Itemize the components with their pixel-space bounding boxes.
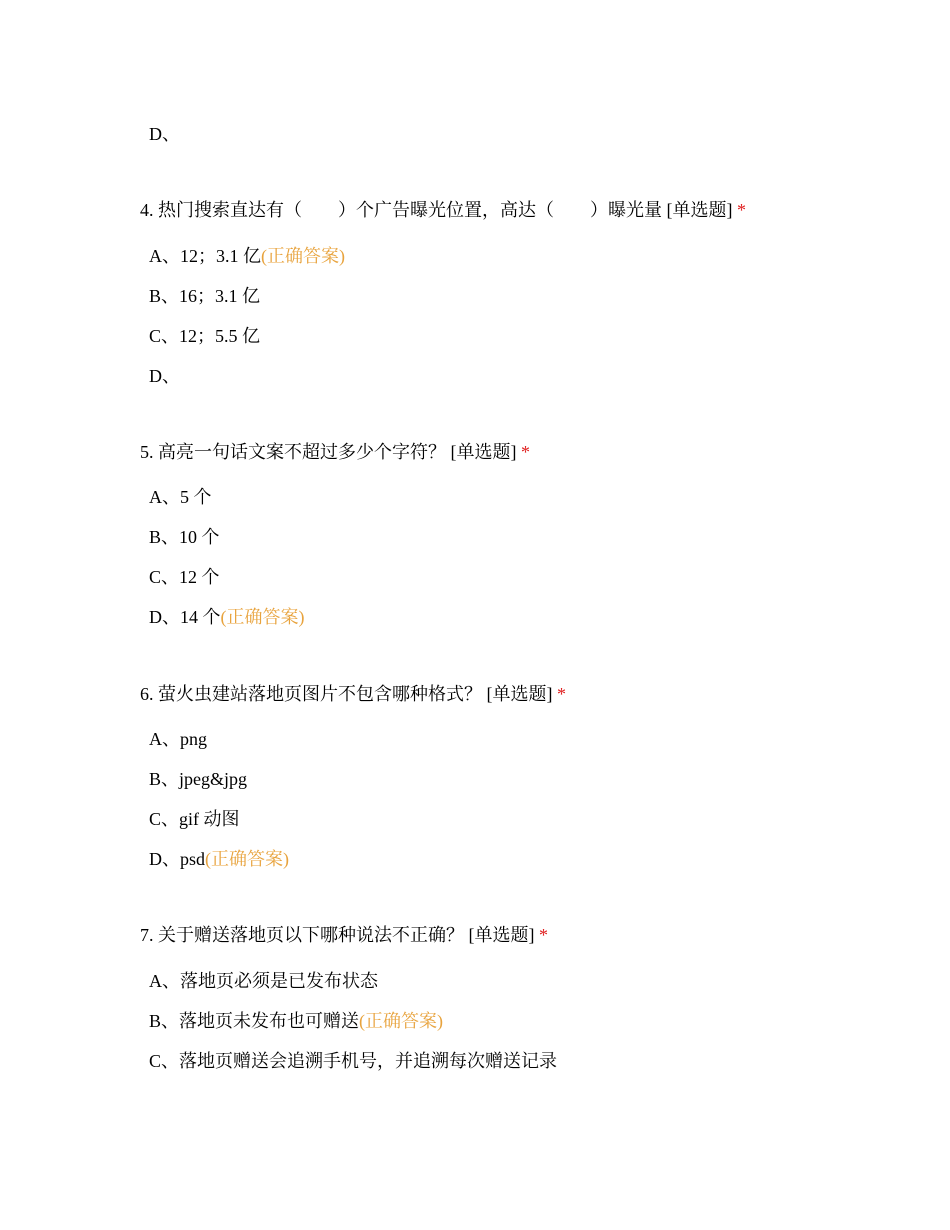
required-mark: * xyxy=(521,442,530,462)
question-text: 5. 高亮一句话文案不超过多少个字符？ [单选题] xyxy=(140,442,521,462)
option-letter: B、 xyxy=(149,527,180,547)
option-letter: C、 xyxy=(149,326,180,346)
option-text: 16；3.1 亿 xyxy=(179,286,261,306)
required-mark: * xyxy=(539,925,548,945)
correct-answer-tag: (正确答案) xyxy=(261,246,345,266)
option-letter: D、 xyxy=(149,849,180,869)
option-text: png xyxy=(180,729,207,749)
option-text: 5 个 xyxy=(180,487,212,507)
option-letter: A、 xyxy=(149,487,180,507)
q6-option-b xyxy=(149,768,247,790)
q4-option-d xyxy=(149,365,180,387)
option-letter: B、 xyxy=(149,286,180,306)
question-4-title xyxy=(140,199,746,221)
option-text: 10 个 xyxy=(179,527,220,547)
option-text: 落地页赠送会追溯手机号，并追溯每次赠送记录 xyxy=(179,1051,558,1071)
q6-option-c xyxy=(149,808,240,830)
option-letter: A、 xyxy=(149,729,180,749)
required-mark: * xyxy=(557,684,566,704)
correct-answer-tag: (正确答案) xyxy=(205,849,290,869)
question-6-title xyxy=(140,683,566,705)
q5-option-d xyxy=(149,606,305,628)
question-text: 6. 萤火虫建站落地页图片不包含哪种格式？ [单选题] xyxy=(140,684,557,704)
option-letter: D、 xyxy=(149,124,180,144)
question-7-title xyxy=(140,924,548,946)
q7-option-a xyxy=(149,970,378,992)
q4-option-c xyxy=(149,325,260,347)
option-text: psd xyxy=(180,849,206,869)
option-letter: B、 xyxy=(149,1011,180,1031)
question-5-title xyxy=(140,441,530,463)
option-text: 落地页未发布也可赠送 xyxy=(179,1011,360,1031)
q7-option-b xyxy=(149,1010,443,1032)
required-mark: * xyxy=(737,200,746,220)
q3-option-d xyxy=(149,123,180,145)
option-letter: A、 xyxy=(149,971,180,991)
q4-option-b xyxy=(149,285,260,307)
q6-option-a xyxy=(149,728,207,750)
q5-option-b xyxy=(149,526,220,548)
option-letter: C、 xyxy=(149,809,180,829)
option-text: 12 个 xyxy=(179,567,220,587)
option-letter: D、 xyxy=(149,366,180,386)
option-text: 14 个 xyxy=(180,607,221,627)
question-text: 7. 关于赠送落地页以下哪种说法不正确？ [单选题] xyxy=(140,925,539,945)
q5-option-a xyxy=(149,486,212,508)
option-text: 落地页必须是已发布状态 xyxy=(180,971,378,991)
q5-option-c xyxy=(149,566,220,588)
option-letter: D、 xyxy=(149,607,180,627)
option-text: gif 动图 xyxy=(179,809,240,829)
q4-option-a xyxy=(149,245,345,267)
correct-answer-tag: (正确答案) xyxy=(220,607,305,627)
q7-option-c xyxy=(149,1050,557,1072)
option-letter: A、 xyxy=(149,246,180,266)
question-text: 4. 热门搜索直达有（ ）个广告曝光位置，高达（ ）曝光量 [单选题] xyxy=(140,200,737,220)
option-letter: B、 xyxy=(149,769,180,789)
option-letter: C、 xyxy=(149,567,180,587)
correct-answer-tag: (正确答案) xyxy=(359,1011,444,1031)
option-text: 12；3.1 亿 xyxy=(180,246,261,266)
q6-option-d xyxy=(149,848,289,870)
option-letter: C、 xyxy=(149,1051,180,1071)
option-text: 12；5.5 亿 xyxy=(179,326,261,346)
option-text: jpeg&jpg xyxy=(179,769,248,789)
